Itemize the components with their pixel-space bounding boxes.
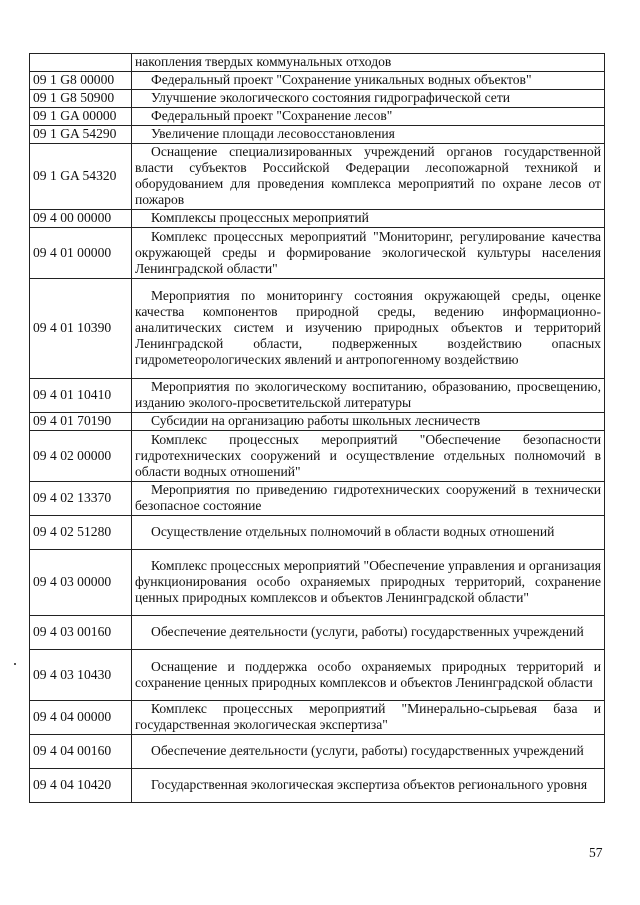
description-cell: Комплекс процессных мероприятий "Мониторинг, регулирование качества окружающей среды и формирование экологической культуры населения Ленинградской области" bbox=[135, 228, 601, 276]
description-cell: Субсидии на организацию работы школьных лесничеств bbox=[151, 413, 481, 428]
code-cell: 09 4 03 00160 bbox=[30, 616, 132, 650]
description-cell: накопления твердых коммунальных отходов bbox=[132, 54, 605, 72]
table-row bbox=[30, 210, 605, 228]
description-cell: Осуществление отдельных полномочий в области водных отношений bbox=[151, 524, 555, 539]
table-row bbox=[30, 379, 605, 413]
table-row bbox=[30, 650, 605, 701]
code-cell bbox=[30, 54, 132, 72]
table-row bbox=[30, 108, 605, 126]
code-cell: 09 1 GA 00000 bbox=[30, 108, 132, 126]
description-cell: Федеральный проект "Сохранение лесов" bbox=[151, 108, 393, 123]
code-cell: 09 4 03 00000 bbox=[30, 550, 132, 616]
table-row bbox=[30, 144, 605, 210]
description-cell: Комплексы процессных мероприятий bbox=[151, 210, 369, 225]
table-row bbox=[30, 550, 605, 616]
description-cell: Улучшение экологического состояния гидрографической сети bbox=[151, 90, 511, 105]
table-row bbox=[30, 413, 605, 431]
code-cell: 09 4 04 10420 bbox=[30, 769, 132, 803]
code-cell: 09 4 04 00000 bbox=[30, 701, 132, 735]
table-row bbox=[30, 769, 605, 803]
table-row bbox=[30, 72, 605, 90]
description-cell: Комплекс процессных мероприятий "Обеспечение управления и организация функционирования особо охраняемых природных территорий, сохранение ценных природных комплексов и объектов Ленинградской области" bbox=[135, 558, 601, 605]
description-cell: Оснащение и поддержка особо охраняемых природных территорий и сохранение ценных природных комплексов и объектов Ленинградской области bbox=[135, 658, 601, 690]
code-cell: 09 4 03 10430 bbox=[30, 650, 132, 701]
code-cell: 09 4 02 00000 bbox=[30, 431, 132, 482]
description-cell: Государственная экологическая экспертиза объектов регионального уровня bbox=[151, 777, 588, 792]
code-cell: 09 1 G8 50900 bbox=[30, 90, 132, 108]
code-cell: 09 1 G8 00000 bbox=[30, 72, 132, 90]
table-row bbox=[30, 516, 605, 550]
page-number: 57 bbox=[589, 845, 603, 860]
code-cell: 09 1 GA 54290 bbox=[30, 126, 132, 144]
description-cell: Обеспечение деятельности (услуги, работы) государственных учреждений bbox=[151, 743, 584, 758]
description-cell: Комплекс процессных мероприятий "Минерально-сырьевая база и государственная экологическая экспертиза" bbox=[135, 701, 601, 732]
code-cell: 09 4 00 00000 bbox=[30, 210, 132, 228]
table-row bbox=[30, 701, 605, 735]
description-cell: Комплекс процессных мероприятий "Обеспечение безопасности гидротехнических сооружений и осуществление отдельных полномочий в области водных отношений" bbox=[135, 431, 601, 479]
code-cell: 09 4 02 51280 bbox=[30, 516, 132, 550]
code-cell: 09 4 01 10390 bbox=[30, 279, 132, 379]
budget-classification-table bbox=[29, 53, 605, 803]
code-cell: 09 1 GA 54320 bbox=[30, 144, 132, 210]
table-row bbox=[30, 54, 605, 72]
description-cell: Увеличение площади лесовосстановления bbox=[151, 126, 395, 141]
code-cell: 09 4 01 00000 bbox=[30, 228, 132, 279]
description-cell: Обеспечение деятельности (услуги, работы) государственных учреждений bbox=[151, 624, 584, 639]
description-cell: Мероприятия по мониторингу состояния окружающей среды, оценке качества компонентов природной среды, ведению информационно-аналитических систем и изучению природных объектов и территорий Ленинградской области, подверженных воздействию опасных гидрометеорологических явлений и антропогенному воздействию bbox=[135, 288, 601, 367]
table-row bbox=[30, 482, 605, 516]
table-row bbox=[30, 126, 605, 144]
table-row bbox=[30, 735, 605, 769]
table-row bbox=[30, 431, 605, 482]
table-row bbox=[30, 616, 605, 650]
scan-speck bbox=[14, 663, 16, 665]
code-cell: 09 4 04 00160 bbox=[30, 735, 132, 769]
table-row bbox=[30, 279, 605, 379]
table-row bbox=[30, 90, 605, 108]
table-row bbox=[30, 228, 605, 279]
description-cell: Мероприятия по приведению гидротехнических сооружений в технически безопасное состояние bbox=[135, 482, 601, 513]
description-cell: Федеральный проект "Сохранение уникальных водных объектов" bbox=[151, 72, 532, 87]
description-cell: Мероприятия по экологическому воспитанию, образованию, просвещению, изданию эколого-просветительской литературы bbox=[135, 379, 601, 410]
description-cell: Оснащение специализированных учреждений органов государственной власти субъектов Российской Федерации лесопожарной техникой и оборудованием для проведения комплекса мероприятий по охране лесов от пожаров bbox=[135, 144, 601, 207]
code-cell: 09 4 01 70190 bbox=[30, 413, 132, 431]
code-cell: 09 4 01 10410 bbox=[30, 379, 132, 413]
code-cell: 09 4 02 13370 bbox=[30, 482, 132, 516]
